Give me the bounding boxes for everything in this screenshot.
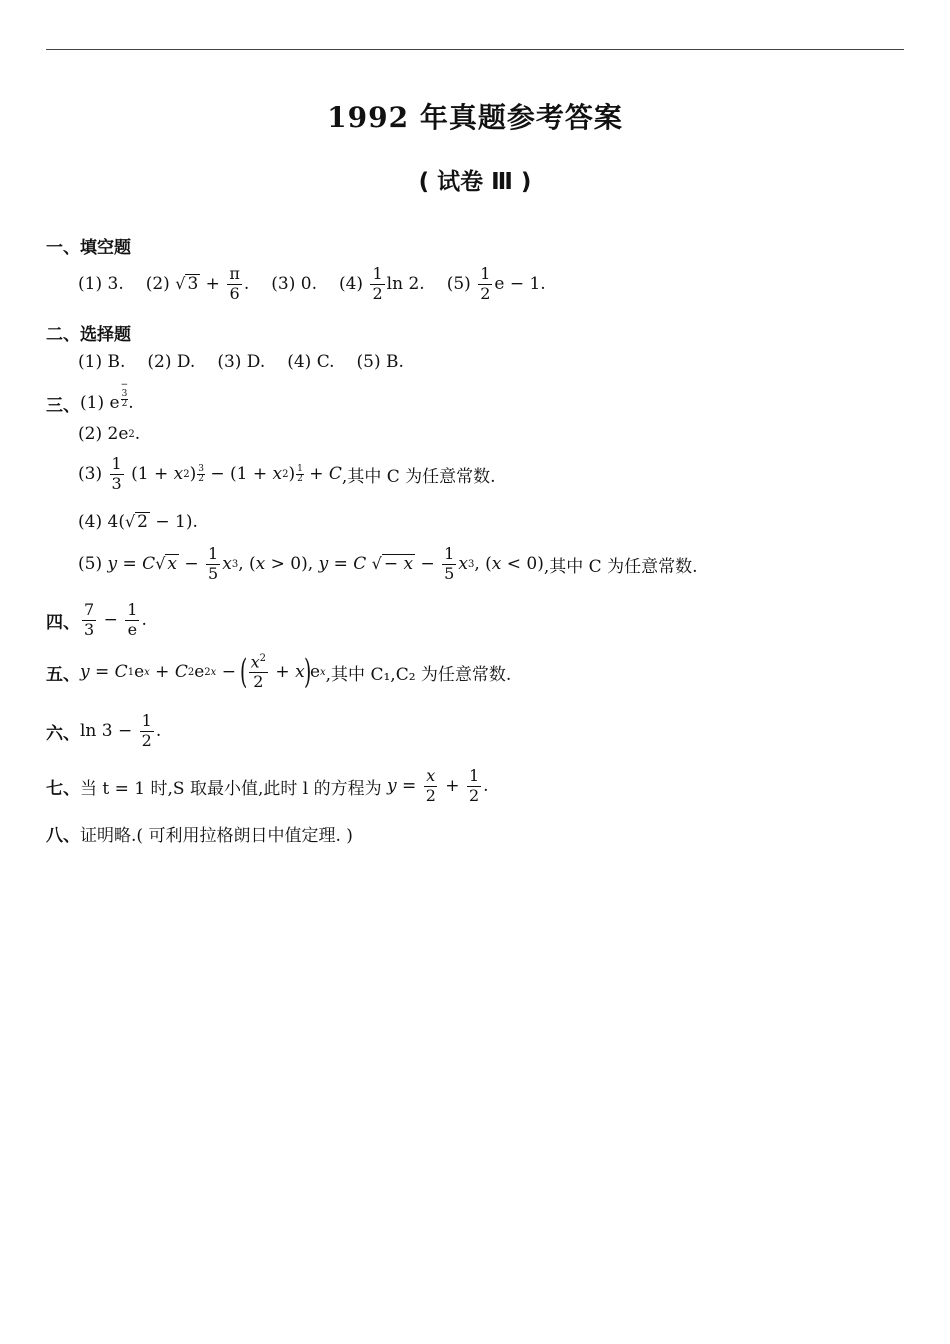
section-heading-multiple-choice: 二、选择题 — [46, 325, 131, 345]
page-title: 1992 年真题参考答案 — [327, 101, 623, 134]
choice-answer-4: (4) C. — [287, 352, 335, 372]
choice-answer-3: (3) D. — [217, 352, 266, 372]
section-5-answer: 五、 y = C 1 e x + C 2 e 2x − ( $\frac{x^2}{2}$ + x ) e x ,其中 C₁,C₂ 为任意常数. — [46, 652, 512, 693]
answer-1-4: (4) $\frac{1}{2}$ ln 2. — [338, 264, 425, 303]
fill-blank-answers — [78, 266, 546, 303]
multiple-choice-answers — [78, 352, 404, 372]
section-3-answer-3: (3) $\frac{1}{3}$ (1 + x 2 ) 3 2 − (1 + x 2 ) 1 2 + C ,其中 C 为任意常数. — [78, 454, 496, 493]
page-subtitle: ( 试卷 Ⅲ ) — [418, 169, 532, 195]
top-rule — [46, 49, 904, 50]
section-heading-fill-blank: 一、填空题 — [46, 238, 131, 258]
answer-1-2: (2) √ 3 + $\frac{\pi}{6}$ . — [145, 264, 250, 303]
section-3-answer-2: (2) 2e 2 . — [78, 424, 141, 444]
section-3-answer-4: (4) 4( √ 2 − 1). — [78, 512, 198, 533]
section-4-answer: 四、 $\frac{7}{3}$ − $\frac{1}{e}$ . — [46, 600, 147, 639]
section-6-answer: 六、 ln 3 − $\frac{1}{2}$ . — [46, 711, 162, 750]
choice-answer-1: (1) B. — [78, 352, 126, 372]
section-3-answer-1: 三、 (1) e − 3 2 . — [46, 380, 134, 416]
section-3-answer-5: (5) y = C √ x − $\frac{1}{5}$ x 3 , ( x > 0), y = C √ − x − $\frac{1}{5}$ x 3 , ( x < 0) ,其中 C 为任意常数. — [78, 544, 698, 583]
answer-1-3: (3) 0. — [271, 274, 317, 295]
section-7-answer: 七、 当 t = 1 时,S 取最小值,此时 l 的方程为 y = $\frac{x}{2}$ + $\frac{1}{2}$ . — [46, 766, 489, 805]
section-8-answer: 八、 证明略.( 可利用拉格朗日中值定理. ) — [46, 826, 353, 846]
choice-answer-2: (2) D. — [147, 352, 196, 372]
answer-1-5: (5) $\frac{1}{2}$ e − 1. — [446, 264, 546, 303]
choice-answer-5: (5) B. — [356, 352, 404, 372]
answer-1-1: (1) 3. — [78, 274, 124, 295]
